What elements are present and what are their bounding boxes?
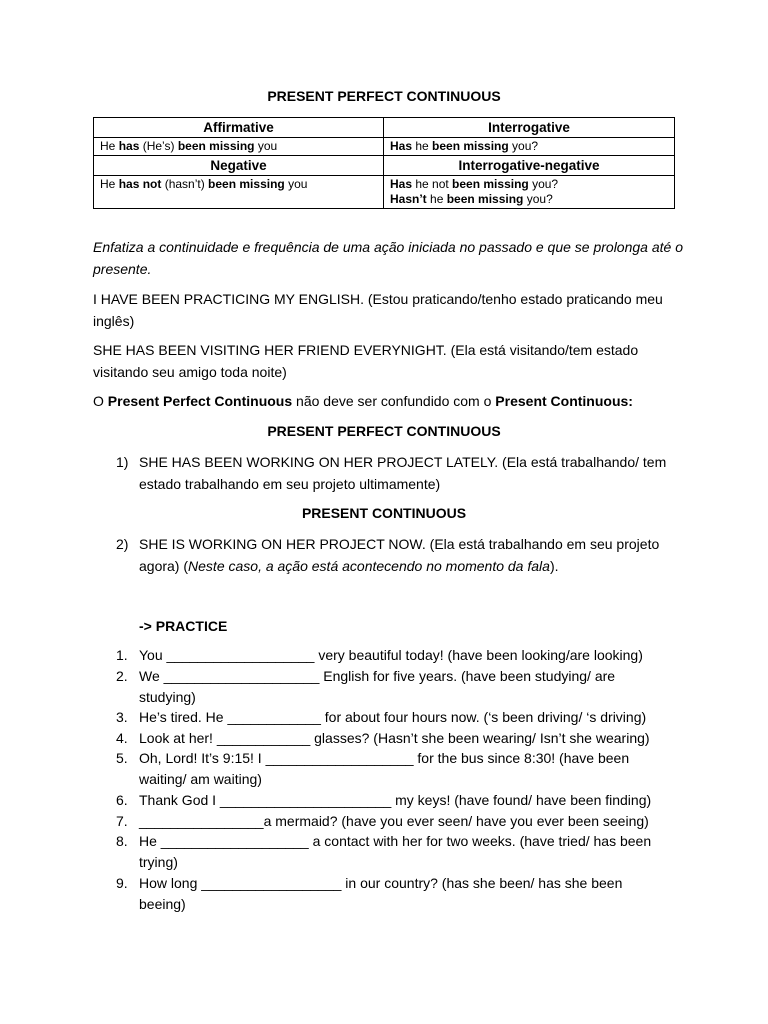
intro-paragraph: Enfatiza a continuidade e frequência de uma ação iniciada no passado e que se prolonga até o presente. [93,239,683,277]
practice-item: He’s tired. He ____________ for about four hours now. (‘s been driving/ ‘s driving) [139,709,647,725]
compare-item-number: 2) [116,536,129,552]
practice-number: 3. [116,709,128,725]
practice-number: 2. [116,668,128,684]
subtitle-present-continuous: PRESENT CONTINUOUS [301,505,467,521]
practice-number: 5. [116,750,128,766]
practice-heading: -> PRACTICE [139,618,228,634]
affirmative-cell: He has (He’s) been missing you [94,138,384,156]
compare-item-2: SHE IS WORKING ON HER PROJECT NOW. (Ela está trabalhando em seu projeto agora) (Neste caso, a ação está acontecendo no momento da fala). [139,536,660,574]
practice-item: ________________a mermaid? (have you ever seen/ have you ever been seeing) [139,813,649,829]
practice-number: 8. [116,833,128,849]
compare-item-1: SHE HAS BEEN WORKING ON HER PROJECT LATELY. (Ela está trabalhando/ tem estado trabalhando em seu projeto ultimamente) [139,454,667,492]
affirmative-header: Affirmative [94,118,384,138]
practice-item: He ___________________ a contact with her for two weeks. (have tried/ has been trying) [139,833,652,870]
interrogative-negative-cell: Has he not been missing you? Hasn’t he been missing you? [384,176,675,209]
negative-cell: He has not (hasn’t) been missing you [94,176,384,209]
example-sentence-2: SHE HAS BEEN VISITING HER FRIEND EVERYNIGHT. (Ela está visitando/tem estado visitando seu amigo toda noite) [93,342,639,380]
negative-header: Negative [94,156,384,176]
comparison-note: O Present Perfect Continuous não deve ser confundido com o Present Continuous: [93,393,633,409]
practice-item: You ___________________ very beautiful today! (have been looking/are looking) [139,647,643,663]
conjugation-table [93,117,675,209]
page-title: PRESENT PERFECT CONTINUOUS [267,88,501,104]
practice-item: We ____________________ English for five years. (have been studying/ are studying) [139,668,616,705]
practice-item: How long __________________ in our country? (has she been/ has she been beeing) [139,875,623,912]
practice-number: 7. [116,813,128,829]
practice-number: 4. [116,730,128,746]
practice-item: Look at her! ____________ glasses? (Hasn’t she been wearing/ Isn’t she wearing) [139,730,650,746]
compare-item-number: 1) [116,454,129,470]
practice-number: 1. [116,647,128,663]
practice-number: 6. [116,792,128,808]
practice-item: Oh, Lord! It’s 9:15! I ___________________ for the bus since 8:30! (have been waiting/ am waiting) [139,750,630,787]
subtitle-present-perfect-continuous: PRESENT PERFECT CONTINUOUS [267,423,501,439]
example-sentence-1: I HAVE BEEN PRACTICING MY ENGLISH. (Estou praticando/tenho estado praticando meu inglês) [93,291,663,329]
practice-item: Thank God I ______________________ my keys! (have found/ have been finding) [139,792,652,808]
interrogative-header: Interrogative [384,118,675,138]
practice-number: 9. [116,875,128,891]
interrogative-negative-header: Interrogative-negative [384,156,675,176]
interrogative-cell: Has he been missing you? [384,138,675,156]
